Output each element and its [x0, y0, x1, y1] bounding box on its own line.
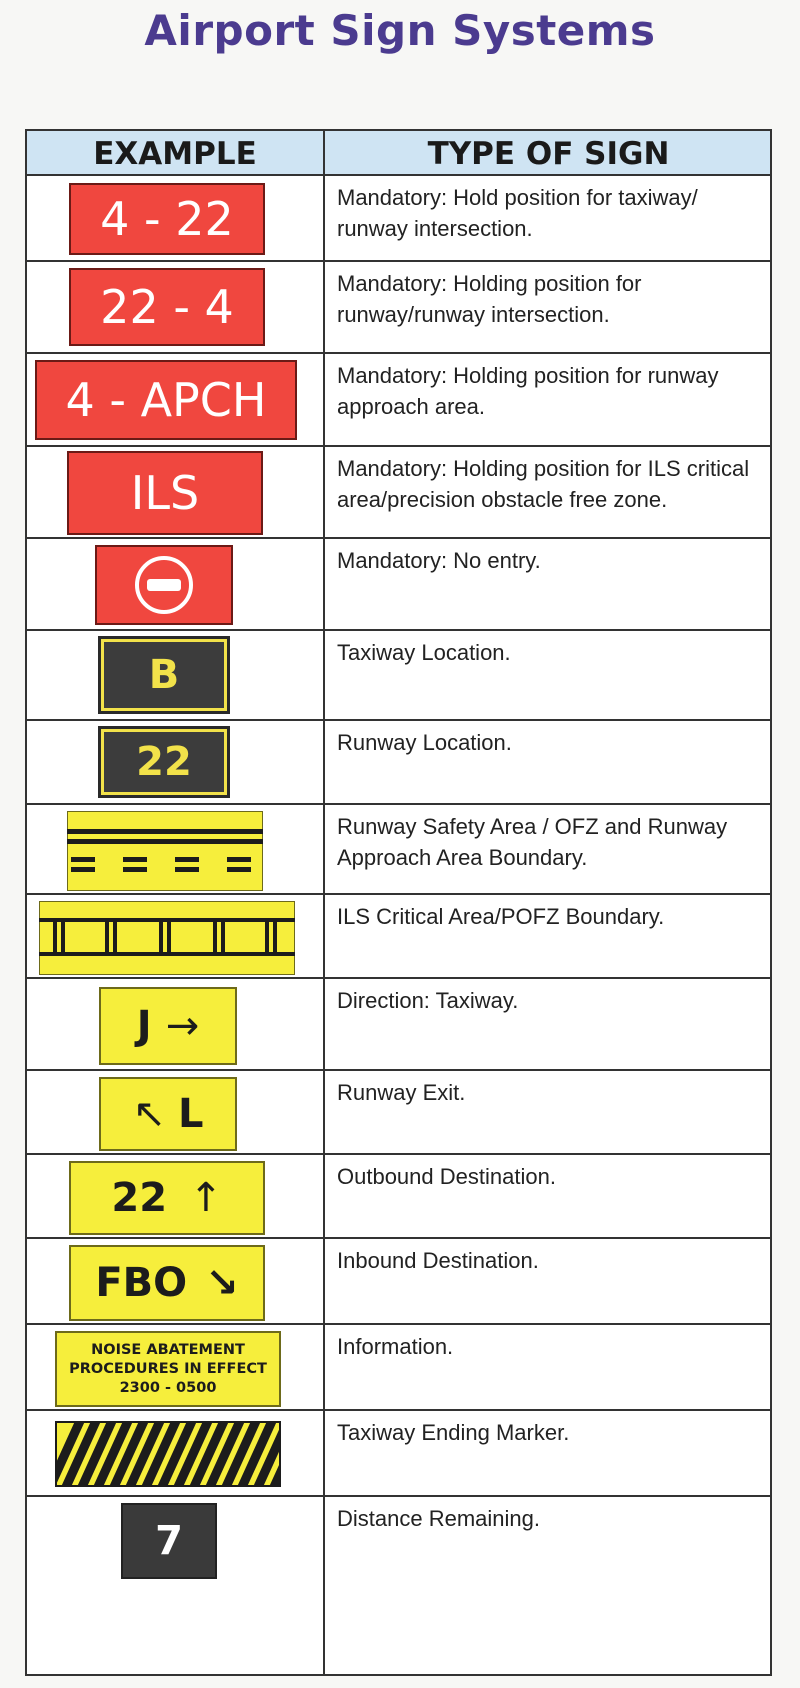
sign-description: Runway Exit.: [337, 1080, 466, 1105]
sign-outbound-destination: 22 ↑: [69, 1161, 265, 1235]
sign-description: Outbound Destination.: [337, 1164, 556, 1189]
table-row: [27, 1325, 770, 1411]
taxiway-ending-marker-icon: [55, 1421, 281, 1487]
sign-ils-critical-area-boundary: [39, 901, 295, 975]
sign-runway-exit: ↖ L: [99, 1077, 237, 1151]
sign-runway-safety-area-boundary: [67, 811, 263, 891]
table-row: [27, 354, 770, 447]
table-header: [27, 131, 770, 176]
sign-description: Taxiway Location.: [337, 640, 511, 665]
sign-description: Mandatory: Hold position for taxiway/ runway intersection.: [337, 185, 698, 241]
header-example: EXAMPLE: [27, 131, 325, 174]
arrow-right-icon: →: [165, 1003, 200, 1049]
sign-description: ILS Critical Area/POFZ Boundary.: [337, 904, 665, 929]
no-entry-icon: [135, 556, 193, 614]
sign-table: [25, 129, 772, 1676]
sign-description: Information.: [337, 1334, 454, 1359]
table-row: [27, 805, 770, 895]
sign-description: Mandatory: No entry.: [337, 548, 541, 573]
arrow-up-left-icon: ↖: [132, 1091, 166, 1137]
table-row: [27, 539, 770, 631]
table-row: [27, 1071, 770, 1155]
table-row: [27, 1239, 770, 1325]
sign-information: NOISE ABATEMENT PROCEDURES IN EFFECT 2300 - 0500: [55, 1331, 281, 1407]
sign-description: Mandatory: Holding position for runway/runway intersection.: [337, 271, 642, 327]
sign-no-entry: [95, 545, 233, 625]
sign-description: Runway Safety Area / OFZ and Runway Approach Area Boundary.: [337, 814, 728, 870]
runway-safety-area-boundary-icon: [67, 811, 263, 891]
sign-description: Mandatory: Holding position for ILS critical area/precision obstacle free zone.: [337, 456, 750, 512]
table-row: [27, 979, 770, 1071]
arrow-down-right-icon: ↘: [205, 1260, 239, 1306]
sign-description: Distance Remaining.: [337, 1506, 540, 1531]
sign-description: Runway Location.: [337, 730, 512, 755]
sign-taxiway-ending-marker: [55, 1421, 281, 1487]
arrow-up-icon: ↑: [189, 1175, 223, 1221]
sign-runway-location: 22: [101, 729, 227, 795]
table-row: [27, 447, 770, 539]
table-row: [27, 176, 770, 262]
sign-description: Mandatory: Holding position for runway approach area.: [337, 363, 719, 419]
sign-description: Inbound Destination.: [337, 1248, 539, 1273]
table-row: [27, 1155, 770, 1239]
sign-description: Direction: Taxiway.: [337, 988, 519, 1013]
sign-distance-remaining: 7: [121, 1503, 217, 1579]
sign-ils: ILS: [67, 451, 263, 535]
ils-critical-area-boundary-icon: [39, 901, 295, 975]
page-title: Airport Sign Systems: [144, 6, 656, 55]
table-row: [27, 1497, 770, 1674]
table-row: [27, 1411, 770, 1497]
table-row: [27, 262, 770, 354]
sign-inbound-destination: FBO ↘: [69, 1245, 265, 1321]
table-row: [27, 721, 770, 805]
sign-direction-taxiway: J →: [99, 987, 237, 1065]
table-row: [27, 631, 770, 721]
sign-22-4: 22 - 4: [69, 268, 265, 346]
sign-description: Taxiway Ending Marker.: [337, 1420, 570, 1445]
sign-taxiway-location: B: [101, 639, 227, 711]
header-type-of-sign: TYPE OF SIGN: [427, 136, 670, 172]
sign-4-apch: 4 - APCH: [35, 360, 297, 440]
sign-4-22: 4 - 22: [69, 183, 265, 255]
table-row: [27, 895, 770, 979]
